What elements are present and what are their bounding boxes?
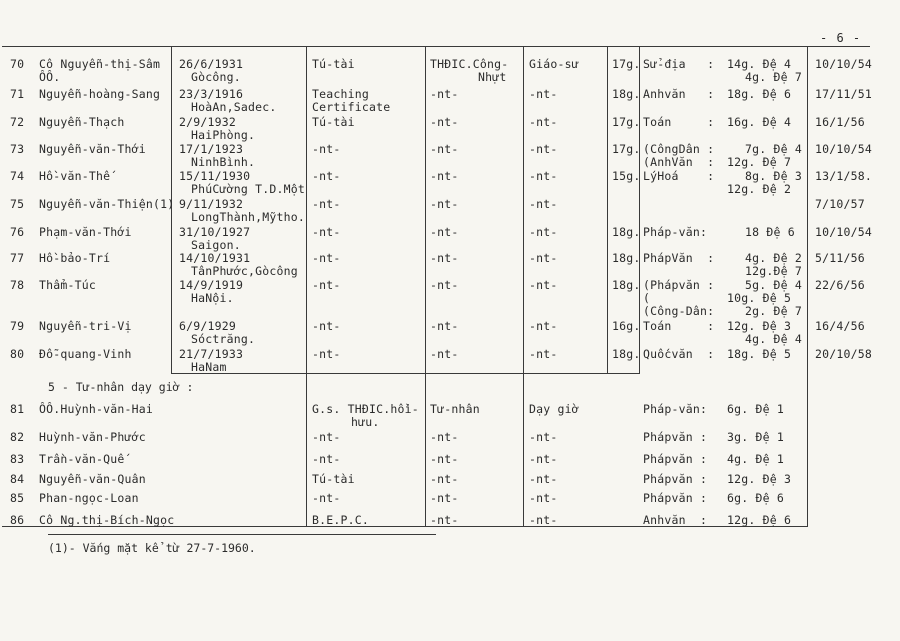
birth-place: Saigon.: [191, 238, 241, 252]
birth-place: HaNội.: [191, 291, 234, 305]
footnote-rule: [48, 534, 436, 535]
column-rule: [523, 46, 524, 526]
start-date: 10/10/54: [815, 225, 872, 239]
birth-place: TânPhước,Gòcông: [191, 264, 298, 278]
subject: Anhvăn :: [643, 513, 708, 527]
subject: Toán :: [643, 319, 715, 333]
subject: Phápvăn :: [643, 430, 708, 444]
birth-date: 23/3/1916: [179, 87, 244, 101]
position: -nt-: [529, 347, 558, 361]
staff-name: Nguyễn-văn-Thới: [39, 142, 146, 156]
birth-date: 31/10/1927: [179, 225, 251, 239]
staff-name: Hồ-bảo-Trí: [39, 251, 111, 265]
class-hours: 12g. Đệ 2: [727, 182, 792, 196]
start-date: 13/1/58.: [815, 169, 872, 183]
staff-name: Cô Ng.thị-Bích-Ngọc: [39, 513, 175, 527]
hours: 18g.: [612, 347, 641, 361]
position: -nt-: [529, 319, 558, 333]
class-hours: 10g. Đệ 5: [727, 291, 792, 305]
row-number: 81: [10, 402, 25, 416]
birth-date: 14/9/1919: [179, 278, 244, 292]
subject: Pháp-văn:: [643, 402, 708, 416]
birth-place: HoàAn,Sadec.: [191, 100, 277, 114]
class-hours: 12g. Đệ 6: [727, 513, 792, 527]
row-number: 82: [10, 430, 25, 444]
school: -nt-: [430, 87, 459, 101]
hours: 17g.: [612, 57, 641, 71]
subject-line2: (: [643, 291, 651, 305]
staff-name: Phạm-văn-Thới: [39, 225, 132, 239]
class-hours: 12g. Đệ 7: [727, 155, 792, 169]
subject: Phápvăn :: [643, 452, 708, 466]
school: -nt-: [430, 513, 459, 527]
staff-name: Huỳnh-văn-Phước: [39, 430, 146, 444]
birth-date: 15/11/1930: [179, 169, 251, 183]
class-hours: 16g. Đệ 4: [727, 115, 792, 129]
start-date: 16/1/56: [815, 115, 865, 129]
birth-place: NinhBình.: [191, 155, 256, 169]
degree: Teaching: [312, 87, 369, 101]
hours: 18g.: [612, 87, 641, 101]
birth-date: 17/1/1923: [179, 142, 244, 156]
degree: -nt-: [312, 225, 341, 239]
hours: 18g.: [612, 278, 641, 292]
footnote: (1)- Vắng mặt kể từ 27-7-1960.: [48, 541, 256, 555]
class-hours: 5g. Đệ 4: [745, 278, 802, 292]
degree: -nt-: [312, 142, 341, 156]
birth-place: LongThành,Mỹtho.: [191, 210, 305, 224]
school: -nt-: [430, 472, 459, 486]
position: -nt-: [529, 225, 558, 239]
position: Dạy giờ: [529, 402, 579, 416]
subject: Pháp-văn:: [643, 225, 708, 239]
hours: 17g.: [612, 142, 641, 156]
class-hours: 18g. Đệ 5: [727, 347, 792, 361]
row-number: 72: [10, 115, 25, 129]
row-number: 73: [10, 142, 25, 156]
degree: -nt-: [312, 452, 341, 466]
staff-name: Nguyễn-văn-Quân: [39, 472, 146, 486]
class-hours: 6g. Đệ 6: [727, 491, 784, 505]
page-number: - 6 -: [820, 31, 862, 45]
hours: 16g.: [612, 319, 641, 333]
subject: Phápvăn :: [643, 491, 708, 505]
section-title-text: 5 - Tư-nhân dạy giờ :: [48, 380, 194, 394]
class-hours: 12g. Đệ 3: [727, 472, 792, 486]
staff-name: Trần-văn-Quế: [39, 452, 125, 466]
degree: -nt-: [312, 251, 341, 265]
hours: 15g.: [612, 169, 641, 183]
subject: Sử-địa :: [643, 57, 715, 71]
class-hours: 4g. Đệ 4: [745, 332, 802, 346]
class-hours: 18g. Đệ 6: [727, 87, 792, 101]
degree: -nt-: [312, 319, 341, 333]
row-number: 83: [10, 452, 25, 466]
row-number: 77: [10, 251, 25, 265]
position: -nt-: [529, 472, 558, 486]
class-hours: 2g. Đệ 7: [745, 304, 802, 318]
row-number: 84: [10, 472, 25, 486]
school: -nt-: [430, 491, 459, 505]
row-number: 80: [10, 347, 25, 361]
school: -nt-: [430, 452, 459, 466]
column-rule: [807, 46, 808, 526]
staff-name: Đỗ-quang-Vinh: [39, 347, 132, 361]
start-date: 10/10/54: [815, 57, 872, 71]
degree: -nt-: [312, 491, 341, 505]
hours: 18g.: [612, 251, 641, 265]
start-date: 5/11/56: [815, 251, 865, 265]
degree: Tú-tài: [312, 115, 355, 129]
birth-date: 2/9/1932: [179, 115, 236, 129]
staff-name: Thẩm-Túc: [39, 278, 96, 292]
subject: Phápvăn :: [643, 472, 708, 486]
column-rule: [425, 46, 426, 526]
subject-line2: (AnhVăn :: [643, 155, 715, 169]
birth-place: PhúCường T.D.Một: [191, 182, 305, 196]
position: -nt-: [529, 430, 558, 444]
school-line2: Nhựt: [478, 70, 507, 84]
birth-date: 21/7/1933: [179, 347, 244, 361]
class-hours: 12g. Đệ 3: [727, 319, 792, 333]
birth-date: 6/9/1929: [179, 319, 236, 333]
degree: -nt-: [312, 197, 341, 211]
position: -nt-: [529, 115, 558, 129]
birth-place: Sóctrăng.: [191, 332, 256, 346]
position: -nt-: [529, 87, 558, 101]
subject: (CôngDân :: [643, 142, 715, 156]
section-title: [48, 380, 193, 394]
class-hours: 4g. Đệ 1: [727, 452, 784, 466]
school: -nt-: [430, 319, 459, 333]
birth-place: HaiPhòng.: [191, 128, 256, 142]
school: -nt-: [430, 115, 459, 129]
birth-place: Gòcông.: [191, 70, 241, 84]
row-number: 71: [10, 87, 25, 101]
staff-name: Phan-ngọc-Loan: [39, 491, 139, 505]
hours: 18g.: [612, 225, 641, 239]
column-rule: [306, 46, 307, 526]
subject-line3: (Công-Dân:: [643, 304, 715, 318]
school: -nt-: [430, 197, 459, 211]
class-hours: 8g. Đệ 3: [745, 169, 802, 183]
position: -nt-: [529, 197, 558, 211]
position: -nt-: [529, 278, 558, 292]
staff-name: Cô Nguyễn-thị-Sâm: [39, 57, 161, 71]
degree: G.s. THĐIC.hồi-: [312, 402, 419, 416]
start-date: 17/11/51: [815, 87, 872, 101]
table-top-rule: [2, 46, 870, 47]
start-date: 7/10/57: [815, 197, 865, 211]
position: -nt-: [529, 491, 558, 505]
subject: LýHoá :: [643, 169, 715, 183]
row-number: 75: [10, 197, 25, 211]
degree: -nt-: [312, 169, 341, 183]
row-number: 86: [10, 513, 25, 527]
row-number: 76: [10, 225, 25, 239]
staff-name: Nguyễn-Thạch: [39, 115, 125, 129]
start-date: 20/10/58: [815, 347, 872, 361]
class-hours: 12g.Đệ 7: [745, 264, 802, 278]
birth-date: 9/11/1932: [179, 197, 244, 211]
position: -nt-: [529, 251, 558, 265]
start-date: 16/4/56: [815, 319, 865, 333]
class-hours: 4g. Đệ 2: [745, 251, 802, 265]
class-hours: 14g. Đệ 4: [727, 57, 792, 71]
staff-name: ÔÔ.Huỳnh-văn-Hai: [39, 402, 153, 416]
start-date: 10/10/54: [815, 142, 872, 156]
staff-name: Nguyễn-hoàng-Sang: [39, 87, 161, 101]
birth-place: HaNam: [191, 360, 227, 374]
school: -nt-: [430, 251, 459, 265]
staff-name-line2: ÔÔ.: [39, 70, 61, 84]
degree: -nt-: [312, 430, 341, 444]
class-hours: 6g. Đệ 1: [727, 402, 784, 416]
position: -nt-: [529, 452, 558, 466]
degree: B.E.P.C.: [312, 513, 369, 527]
school: Tư-nhân: [430, 402, 480, 416]
school: -nt-: [430, 430, 459, 444]
row-number: 78: [10, 278, 25, 292]
school: -nt-: [430, 169, 459, 183]
class-hours: 18 Đệ 6: [745, 225, 795, 239]
subject: PhápVăn :: [643, 251, 715, 265]
position: Giáo-sư: [529, 57, 579, 71]
start-date: 22/6/56: [815, 278, 865, 292]
degree: -nt-: [312, 347, 341, 361]
degree-line2: Certificate: [312, 100, 391, 114]
section-rule: [171, 373, 640, 374]
position: -nt-: [529, 513, 558, 527]
row-number: 79: [10, 319, 25, 333]
subject: Toán :: [643, 115, 715, 129]
degree: -nt-: [312, 278, 341, 292]
staff-name: Nguyễn-tri-Vị: [39, 319, 132, 333]
staff-name: Hồ-văn-Thế: [39, 169, 111, 183]
degree-line2: hưu.: [351, 415, 380, 429]
birth-date: 26/6/1931: [179, 57, 244, 71]
row-number: 74: [10, 169, 25, 183]
school: -nt-: [430, 225, 459, 239]
school: -nt-: [430, 278, 459, 292]
degree: Tú-tài: [312, 57, 355, 71]
class-hours: 3g. Đệ 1: [727, 430, 784, 444]
birth-date: 14/10/1931: [179, 251, 251, 265]
column-rule: [607, 46, 608, 374]
position: -nt-: [529, 169, 558, 183]
school: -nt-: [430, 347, 459, 361]
subject: Anhvăn :: [643, 87, 715, 101]
subject: (Phápvăn :: [643, 278, 715, 292]
position: -nt-: [529, 142, 558, 156]
hours: 17g.: [612, 115, 641, 129]
class-hours: 7g. Đệ 4: [745, 142, 802, 156]
subject: Quốcvăn :: [643, 347, 715, 361]
class-hours: 4g. Đệ 7: [745, 70, 802, 84]
degree: Tú-tài: [312, 472, 355, 486]
row-number: 70: [10, 57, 25, 71]
school: -nt-: [430, 142, 459, 156]
staff-name: Nguyễn-văn-Thiện(1): [39, 197, 175, 211]
school: THĐIC.Công-: [430, 57, 509, 71]
row-number: 85: [10, 491, 25, 505]
